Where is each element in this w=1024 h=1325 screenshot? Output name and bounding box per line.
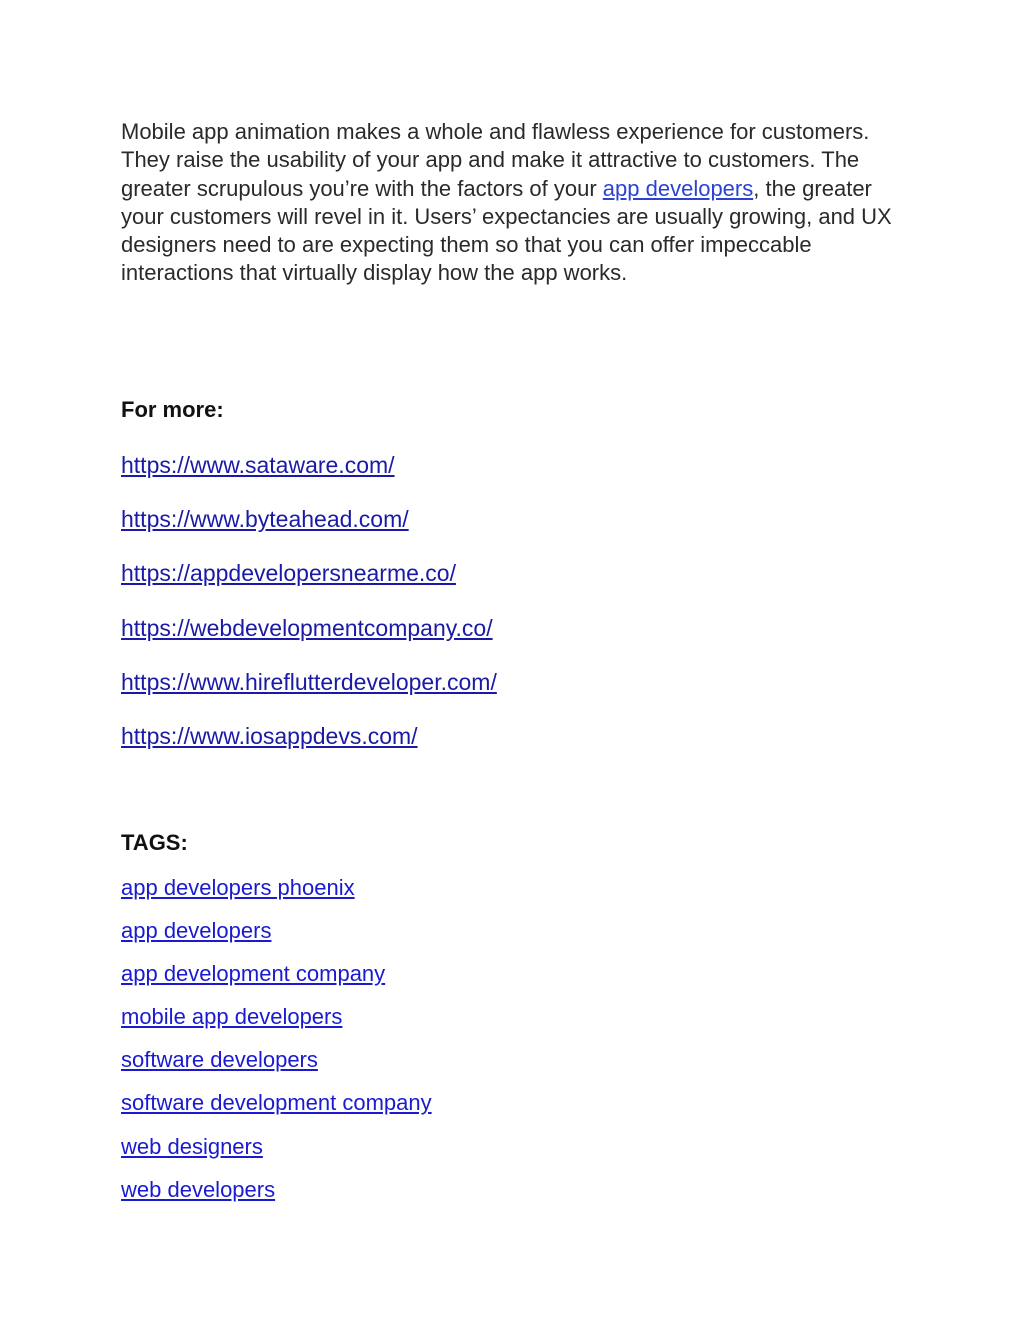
tag-web-developers[interactable]: web developers: [121, 1176, 276, 1202]
list-item: [121, 1176, 432, 1219]
appdevelopersnearme-link[interactable]: https://appdevelopersnearme.co/: [121, 560, 456, 587]
tags-heading: TAGS:: [121, 830, 188, 855]
intro-text-part1: Mobile app animation makes a whole and flawless experience for customers. They raise the usability of your app and make it attractive to customers. The greater scrupulous you’re with the factors of your: [121, 119, 870, 201]
list-item: [121, 917, 432, 960]
hireflutterdeveloper-link[interactable]: https://www.hireflutterdeveloper.com/: [121, 668, 497, 695]
intro-text-part2: , the greater your customers will revel in it. Users’ expectancies are usually growing, and UX designers need to are expecting them so that you can offer impeccable interactions that virtually display how the app works.: [121, 175, 892, 286]
for-more-heading: For more:: [121, 397, 224, 422]
tags-list: [121, 874, 432, 1219]
list-item: [121, 960, 432, 1003]
sataware-link[interactable]: https://www.sataware.com/: [121, 452, 395, 478]
list-item: [121, 1046, 432, 1089]
webdevelopmentcompany-link[interactable]: https://webdevelopmentcompany.co/: [121, 614, 493, 641]
byteahead-link[interactable]: https://www.byteahead.com/: [121, 506, 409, 533]
list-item: [121, 451, 497, 505]
intro-paragraph: [121, 118, 911, 288]
list-item: [121, 722, 497, 776]
list-item: [121, 1089, 432, 1132]
app-developers-inline-link[interactable]: app developers: [602, 175, 754, 201]
list-item: [121, 614, 497, 668]
tag-app-developers[interactable]: app developers: [121, 918, 272, 944]
list-item: [121, 505, 497, 559]
list-item: [121, 874, 432, 917]
tag-app-developers-phoenix[interactable]: app developers phoenix: [121, 875, 355, 900]
tag-app-development-company[interactable]: app development company: [121, 961, 386, 987]
list-item: [121, 668, 497, 722]
tag-software-development-company[interactable]: software development company: [121, 1090, 432, 1116]
tag-mobile-app-developers[interactable]: mobile app developers: [121, 1004, 343, 1030]
list-item: [121, 559, 497, 613]
for-more-link-list: [121, 451, 497, 776]
list-item: [121, 1133, 432, 1176]
list-item: [121, 1003, 432, 1046]
tag-software-developers[interactable]: software developers: [121, 1047, 318, 1073]
tag-web-designers[interactable]: web designers: [121, 1133, 263, 1159]
iosappdevs-link[interactable]: https://www.iosappdevs.com/: [121, 722, 418, 749]
